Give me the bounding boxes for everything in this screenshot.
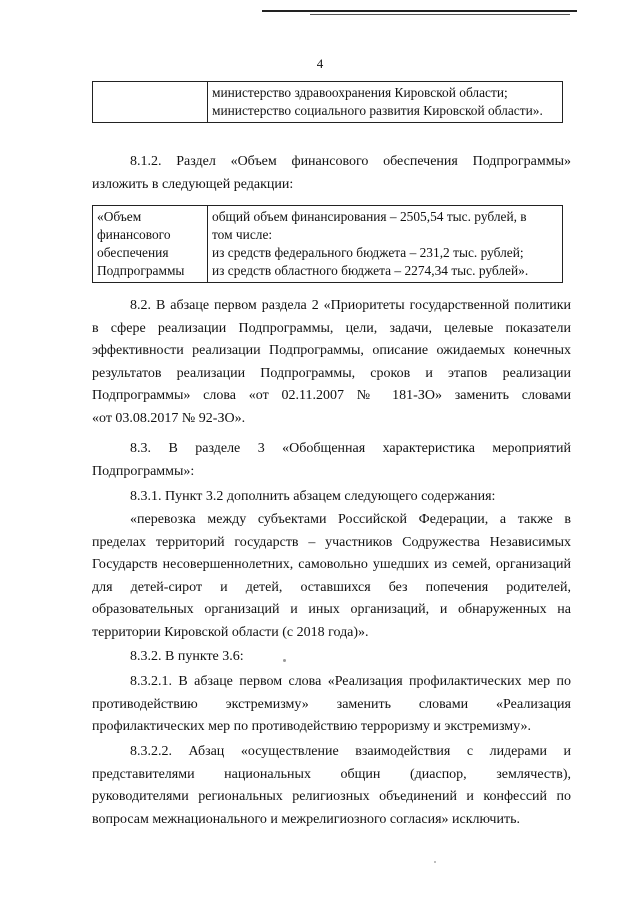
table-line: «Объем xyxy=(97,209,142,224)
table-line: министерство социального развития Кировской области». xyxy=(212,103,543,118)
text-line: 8.2. В абзаце первом раздела 2 «Приоритеты государственной политики xyxy=(130,298,571,313)
table-line: из средств федерального бюджета – 231,2 тыс. рублей; xyxy=(212,245,524,260)
responsible-executors-table xyxy=(92,81,563,123)
table-row xyxy=(93,82,563,123)
text-line: вопросам межнационального и межрелигиозного согласия» исключить. xyxy=(92,811,520,827)
text-line: 8.3.1. Пункт 3.2 дополнить абзацем следующего содержания: xyxy=(130,489,496,504)
paragraph-8-3 xyxy=(92,438,571,483)
text-line: 8.3.2.1. В абзаце первом слова «Реализация профилактических мер по xyxy=(130,674,571,689)
text-line: представителями национальных общин (диаспор, землячеств), xyxy=(92,766,571,782)
text-line: 8.1.2. Раздел «Объем финансового обеспечения Подпрограммы» xyxy=(130,154,571,169)
text-line: территории Кировской области (с 2018 года)». xyxy=(92,624,369,640)
text-line: 8.3.2. В пункте 3.6: xyxy=(130,649,244,664)
table-cell-label xyxy=(93,82,208,123)
text-line: эффективности реализации Подпрограммы, описание ожидаемых конечных xyxy=(92,343,571,358)
text-line: образовательных организаций и иных организаций, и обнаруженных на xyxy=(92,602,571,617)
financing-table xyxy=(92,205,563,283)
text-line: 8.3. В разделе 3 «Обобщенная характеристика мероприятий xyxy=(130,441,571,456)
text-line: руководителями региональных религиозных объединений и конфессий по xyxy=(92,789,571,804)
table-line: финансового xyxy=(97,227,171,242)
paragraph-8-3-2 xyxy=(92,646,571,669)
header-rule xyxy=(262,10,577,12)
paragraph-8-2 xyxy=(92,295,571,430)
text-line: пределах территорий государств – участников Содружества Независимых xyxy=(92,534,571,550)
text-line: Подпрограммы» слова «от 02.11.2007 № 181-ЗО» заменить словами xyxy=(92,388,571,403)
text-line: результатов реализации Подпрограммы, сроков и этапов реализации xyxy=(92,365,571,381)
table-line: министерство здравоохранения Кировской области; xyxy=(212,85,508,100)
scan-speck xyxy=(434,861,436,863)
scan-speck xyxy=(283,659,286,662)
text-line: для детей-сирот и детей, оставшихся без попечения родителей, xyxy=(92,579,571,595)
table-cell-value xyxy=(208,82,563,123)
table-row xyxy=(93,206,563,283)
text-line: Подпрограммы»: xyxy=(92,463,195,479)
page-number: 4 xyxy=(316,56,324,71)
table-line: Подпрограммы xyxy=(97,263,185,278)
table-line: из средств областного бюджета – 2274,34 тыс. рублей». xyxy=(212,263,529,278)
table-cell-label xyxy=(93,206,208,283)
table-line: обеспечения xyxy=(97,245,169,260)
text-line: в сфере реализации Подпрограммы, цели, задачи, целевые показатели xyxy=(92,320,571,336)
table-line: том числе: xyxy=(212,227,273,242)
text-line: 8.3.2.2. Абзац «осуществление взаимодействия с лидерами и xyxy=(130,744,571,759)
paragraph-8-3-2-2 xyxy=(92,741,571,831)
text-line: «от 03.08.2017 № 92-ЗО». xyxy=(92,410,246,426)
text-line: Государств несовершеннолетних, самовольно ушедших из семей, организаций xyxy=(92,557,571,572)
table-cell-value xyxy=(208,206,563,283)
paragraph-8-3-2-1 xyxy=(92,671,571,739)
text-line: изложить в следующей редакции: xyxy=(92,176,294,192)
table-line: общий объем финансирования – 2505,54 тыс. рублей, в xyxy=(212,209,527,224)
header-rule-secondary xyxy=(310,14,570,15)
text-line: противодействию экстремизму» заменить словами «Реализация xyxy=(92,696,571,712)
text-line: «перевозка между субъектами Российской Федерации, а также в xyxy=(130,512,571,527)
text-line: профилактических мер по противодействию терроризму и экстремизму». xyxy=(92,719,531,734)
paragraph-8-1-2 xyxy=(92,151,571,196)
inserted-paragraph-quote xyxy=(92,509,571,644)
paragraph-8-3-1 xyxy=(92,486,571,509)
